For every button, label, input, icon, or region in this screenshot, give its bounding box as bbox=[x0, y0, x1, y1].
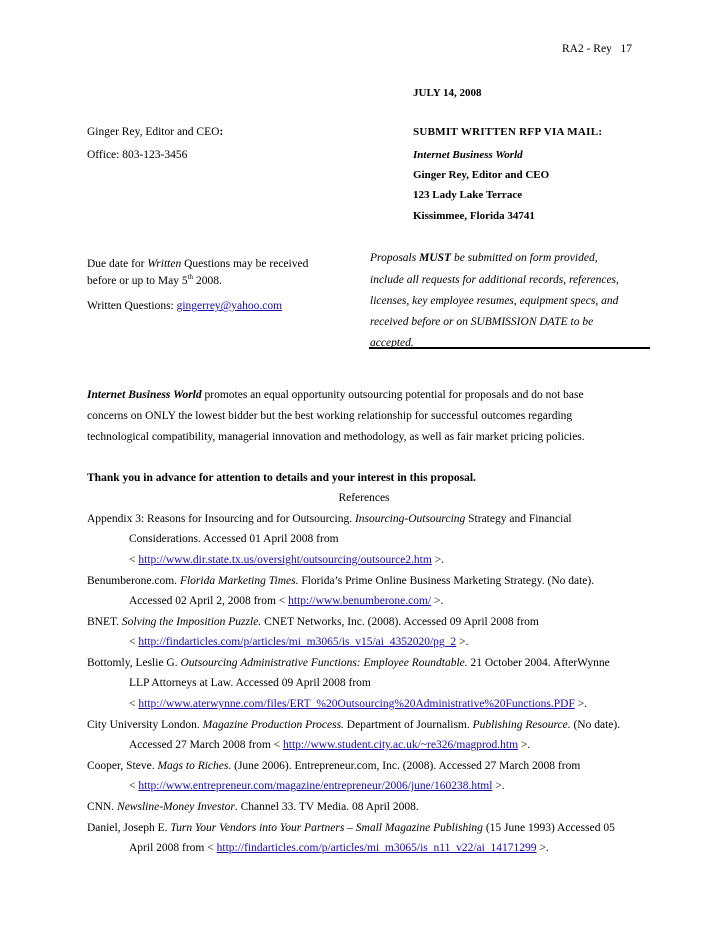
street-address: 123 Lady Lake Terrace bbox=[413, 189, 523, 201]
due-date-line1 bbox=[87, 258, 308, 270]
ref-text: < bbox=[129, 698, 139, 710]
body-line3: technological compatibility, managerial innovation and methodology, as well as fair market pricing policies. bbox=[87, 431, 585, 443]
ref-text: Cooper, Steve. bbox=[87, 760, 158, 772]
ref-text: Daniel, Joseph E. bbox=[87, 822, 171, 834]
ref-2-line1 bbox=[87, 575, 594, 587]
running-head bbox=[562, 43, 632, 55]
proposals-line3: licenses, key employee resumes, equipment specs, and bbox=[370, 295, 619, 307]
ref-1-line1 bbox=[87, 513, 572, 525]
ref-text: Accessed 27 March 2008 from < bbox=[129, 739, 284, 751]
ref-3-line1 bbox=[87, 616, 539, 628]
ref-italic: Solving the Imposition Puzzle. bbox=[121, 616, 262, 628]
ref-link[interactable]: http://findarticles.com/p/articles/mi_m3065/is_n11_v22/ai_14171299 bbox=[216, 842, 537, 854]
ref-text: 21 October 2004. AfterWynne bbox=[467, 657, 610, 669]
office-phone: Office: 803-123-3456 bbox=[87, 149, 188, 161]
name-title-text: Ginger Rey, Editor and CEO bbox=[87, 126, 220, 138]
ref-text: Strategy and Financial bbox=[465, 513, 572, 525]
ref-text: Florida’s Prime Online Business Marketing Strategy. (No date). bbox=[298, 575, 595, 587]
body-text: promotes an equal opportunity outsourcing potential for proposals and do not base bbox=[201, 389, 584, 401]
ref-text: >. bbox=[536, 842, 549, 854]
proposals-line5: accepted. bbox=[370, 337, 414, 349]
ref-link[interactable]: http://www.aterwynne.com/files/ERT_%20Outsourcing%20Administrative%20Functions.PDF bbox=[138, 698, 575, 710]
ref-3-line2 bbox=[129, 636, 468, 648]
ref-link[interactable]: http://www.benumberone.com/ bbox=[288, 595, 432, 607]
ref-text: < bbox=[129, 780, 139, 792]
ref-italic: Publishing Resource. bbox=[472, 719, 571, 731]
ref-4-line2: LLP Attorneys at Law. Accessed 09 April 2008 from bbox=[129, 677, 371, 689]
ref-text: >. bbox=[518, 739, 531, 751]
city-address: Kissimmee, Florida 34741 bbox=[413, 210, 535, 222]
body-company: Internet Business World bbox=[87, 389, 202, 401]
ref-2-line2 bbox=[129, 595, 443, 607]
ref-italic: Mags to Riches bbox=[157, 760, 229, 772]
ref-text: Benumberone.com. bbox=[87, 575, 180, 587]
ref-text: < bbox=[129, 636, 139, 648]
ref-text: Bottomly, Leslie G. bbox=[87, 657, 181, 669]
ref-text: CNN. bbox=[87, 801, 118, 813]
submit-heading: SUBMIT WRITTEN RFP VIA MAIL: bbox=[413, 126, 603, 138]
due-date-line2 bbox=[87, 275, 222, 287]
ref-link[interactable]: http://findarticles.com/p/articles/mi_m3065/is_v15/ai_4352020/pg_2 bbox=[138, 636, 457, 648]
ref-text: April 2008 from < bbox=[129, 842, 217, 854]
ref-4-line1 bbox=[87, 657, 610, 669]
ref-text: CNET Networks, Inc. (2008). Accessed 09 April 2008 from bbox=[261, 616, 539, 628]
ref-4-line3 bbox=[129, 698, 587, 710]
date: JULY 14, 2008 bbox=[413, 87, 482, 99]
ref-6-line2 bbox=[129, 780, 505, 792]
due-text: 2008. bbox=[193, 275, 222, 287]
ref-italic: Insourcing-Outsourcing bbox=[354, 513, 466, 525]
ref-8-line2 bbox=[129, 842, 549, 854]
ref-text: City University London. bbox=[87, 719, 203, 731]
email-link[interactable]: gingerrey@yahoo.com bbox=[176, 300, 283, 312]
thanks-line: Thank you in advance for attention to details and your interest in this proposal. bbox=[87, 472, 476, 484]
ref-italic: Florida Marketing Times. bbox=[179, 575, 299, 587]
page-number: 17 bbox=[620, 43, 632, 55]
running-head-text: RA2 - Rey bbox=[562, 43, 612, 55]
ref-italic: Turn Your Vendors into Your Partners – Small Magazine Publishing bbox=[170, 822, 483, 834]
body-line2: concerns on ONLY the lowest bidder but the best working relationship for successful outcomes regarding bbox=[87, 410, 573, 422]
proposals-text: Proposals bbox=[370, 252, 420, 264]
references-heading: References bbox=[338, 492, 390, 504]
ref-text: (15 June 1993) Accessed 05 bbox=[482, 822, 615, 834]
ref-1-line2: Considerations. Accessed 01 April 2008 from bbox=[129, 533, 339, 545]
ref-text: BNET. bbox=[87, 616, 122, 628]
ref-text: Department of Journalism. bbox=[343, 719, 473, 731]
ref-italic: Newsline-Money Investor bbox=[117, 801, 235, 813]
ref-text: . Channel 33. TV Media. 08 April 2008. bbox=[234, 801, 419, 813]
due-text: Questions may be received bbox=[181, 258, 309, 270]
proposals-text: be submitted on form provided, bbox=[451, 252, 598, 264]
name-title bbox=[87, 126, 223, 138]
due-text: Due date for bbox=[87, 258, 148, 270]
ref-text: >. bbox=[431, 595, 444, 607]
due-text: before or up to May 5 bbox=[87, 275, 188, 287]
ref-text: (No date). bbox=[570, 719, 621, 731]
ref-text: >. bbox=[574, 698, 588, 710]
proposals-line1 bbox=[370, 252, 598, 264]
ref-6-line1 bbox=[87, 760, 580, 772]
ref-text: . (June 2006). Entrepreneur.com, Inc. (2008). Accessed 27 March 2008 from bbox=[228, 760, 581, 772]
ref-text: < bbox=[129, 554, 139, 566]
due-sup: th bbox=[187, 273, 194, 282]
contact-name: Ginger Rey, Editor and CEO bbox=[413, 169, 550, 181]
ref-1-line3 bbox=[129, 554, 444, 566]
ref-link[interactable]: http://www.dir.state.tx.us/oversight/outsourcing/outsource2.htm bbox=[138, 554, 432, 566]
written-questions bbox=[87, 300, 282, 312]
ref-8-line1 bbox=[87, 822, 615, 834]
proposals-must: MUST bbox=[419, 252, 452, 264]
ref-italic: Magazine Production Process. bbox=[202, 719, 344, 731]
ref-link[interactable]: http://www.entrepreneur.com/magazine/entrepreneur/2006/june/160238.html bbox=[138, 780, 493, 792]
divider-rule bbox=[369, 347, 650, 349]
ref-5-line1 bbox=[87, 719, 620, 731]
due-italic: Written bbox=[147, 258, 182, 270]
ref-text: >. bbox=[456, 636, 469, 648]
ref-5-line2 bbox=[129, 739, 530, 751]
proposals-line4: received before or on SUBMISSION DATE to be bbox=[370, 316, 594, 328]
ref-7-line1 bbox=[87, 801, 419, 813]
ref-text: Accessed 02 April 2, 2008 from < bbox=[129, 595, 289, 607]
proposals-line2: include all requests for additional records, references, bbox=[370, 274, 619, 286]
written-label: Written Questions: bbox=[87, 300, 177, 312]
ref-text: >. bbox=[492, 780, 505, 792]
ref-link[interactable]: http://www.student.city.ac.uk/~re326/magprod.htm bbox=[283, 739, 519, 751]
body-line1 bbox=[87, 389, 584, 401]
ref-text: Appendix 3: Reasons for Insourcing and for Outsourcing. bbox=[87, 513, 355, 525]
ref-italic: Outsourcing Administrative Functions: Employee Roundtable. bbox=[180, 657, 468, 669]
name-title-colon: : bbox=[219, 126, 224, 138]
company-name: Internet Business World bbox=[413, 149, 523, 161]
ref-text: >. bbox=[431, 554, 445, 566]
